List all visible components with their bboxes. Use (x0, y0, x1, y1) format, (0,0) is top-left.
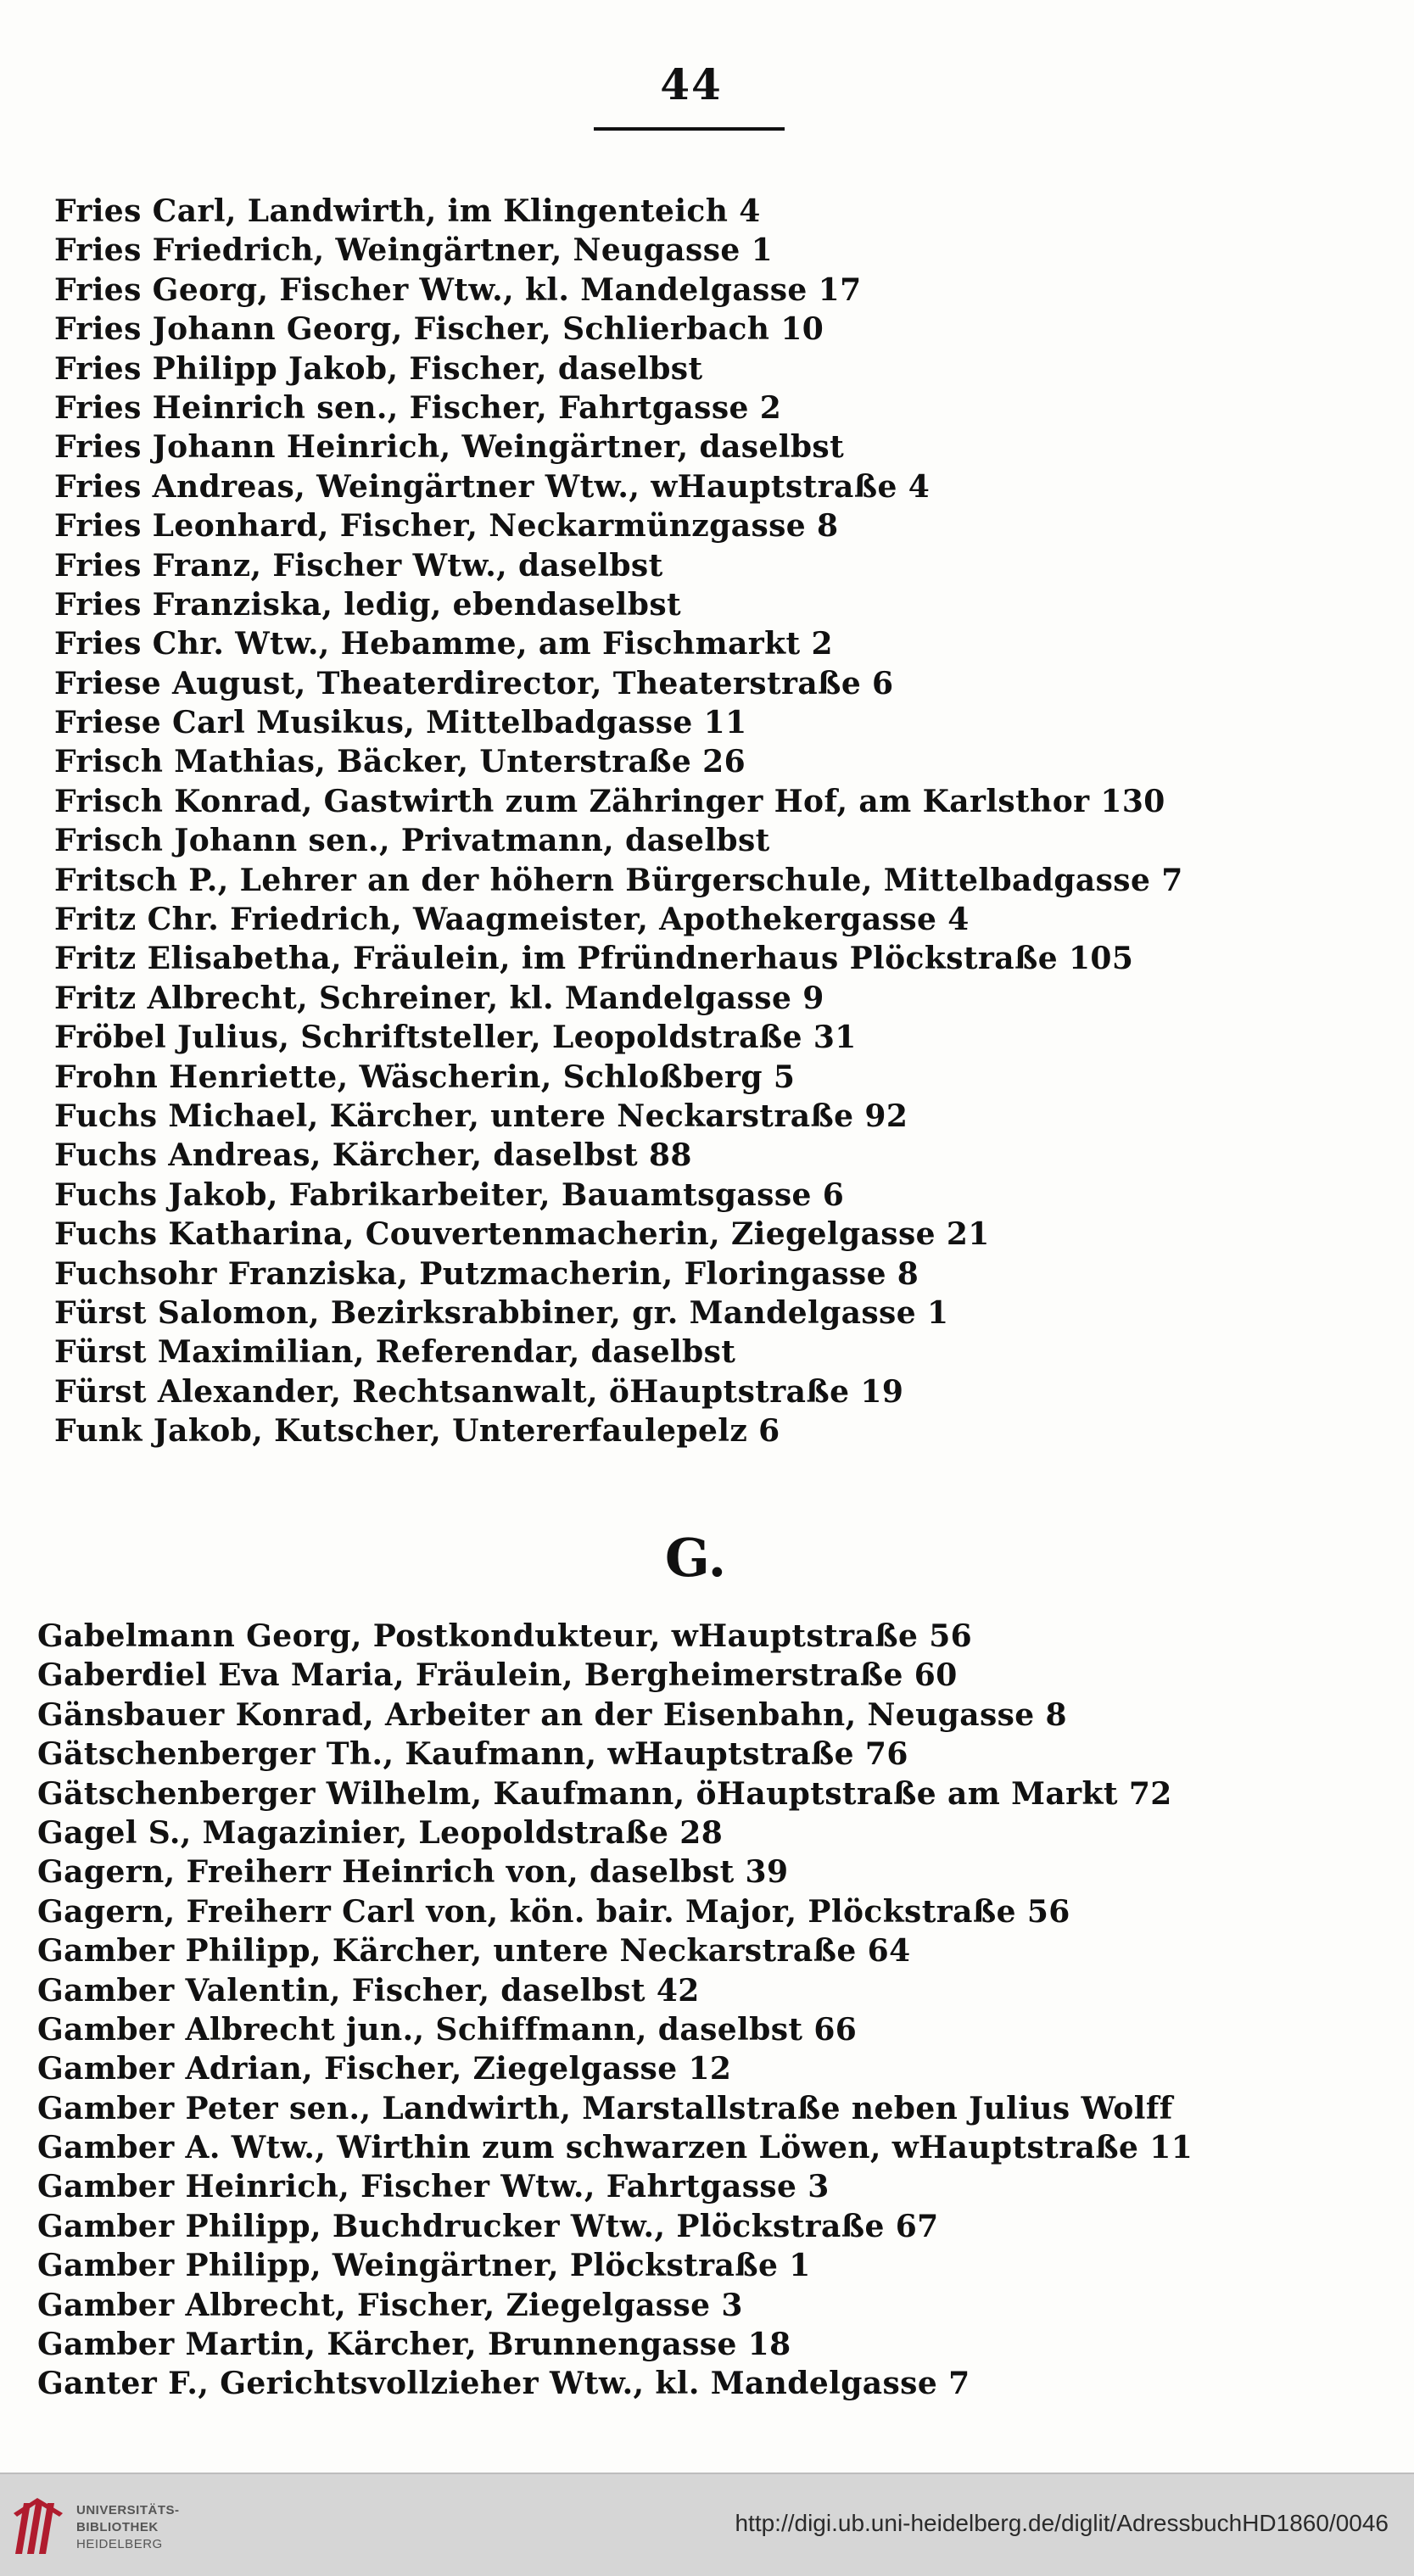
logo-text-line-3: HEIDELBERG (76, 2537, 163, 2551)
directory-entry: Fürst Salomon, Bezirksrabbiner, gr. Mandelgasse 1 (54, 1294, 949, 1331)
directory-entry: Friese August, Theaterdirector, Theaterstraße 6 (54, 665, 894, 701)
directory-entry: Gamber Martin, Kärcher, Brunnengasse 18 (37, 2327, 791, 2363)
logo-text-line-1: UNIVERSITÄTS- (76, 2503, 180, 2517)
directory-entry: Gaberdiel Eva Maria, Fräulein, Bergheimerstraße 60 (37, 1657, 958, 1694)
directory-entry: Gamber Philipp, Kärcher, untere Neckarstraße 64 (37, 1933, 911, 1970)
directory-entry: Fröbel Julius, Schriftsteller, Leopoldstraße 31 (54, 1020, 857, 1056)
permalink-url[interactable]: http://digi.ub.uni-heidelberg.de/diglit/AdressbuchHD1860/0046 (735, 2510, 1389, 2536)
directory-entry: Fries Franziska, ledig, ebendaselbst (54, 586, 682, 623)
page-number: 44 (660, 59, 723, 109)
directory-entry: Gätschenberger Th., Kaufmann, wHauptstraße 76 (37, 1736, 908, 1773)
directory-entry: Funk Jakob, Kutscher, Untererfaulepelz 6 (54, 1413, 780, 1450)
directory-entry: Fries Andreas, Weingärtner Wtw., wHauptstraße 4 (54, 468, 931, 505)
directory-entry: Fries Johann Georg, Fischer, Schlierbach 10 (54, 311, 824, 348)
directory-entry: Fuchsohr Franziska, Putzmacherin, Floringasse 8 (54, 1255, 919, 1292)
directory-entry: Fuchs Katharina, Couvertenmacherin, Ziegelgasse 21 (54, 1216, 990, 1253)
directory-entry: Gamber Albrecht, Fischer, Ziegelgasse 3 (37, 2287, 743, 2323)
directory-entry: Fritz Chr. Friedrich, Waagmeister, Apothekergasse 4 (54, 902, 970, 938)
page-number-rule (594, 127, 785, 131)
directory-entry: Gagel S., Magazinier, Leopoldstraße 28 (37, 1814, 724, 1851)
directory-entry: Gamber Peter sen., Landwirth, Marstallstraße neben Julius Wolff (37, 2090, 1173, 2126)
directory-entry: Gagern, Freiherr Carl von, kön. bair. Major, Plöckstraße 56 (37, 1893, 1070, 1930)
directory-entry: Fries Chr. Wtw., Hebamme, am Fischmarkt 2 (54, 626, 833, 662)
footer-bar (0, 2473, 1414, 2576)
directory-entry: Fuchs Michael, Kärcher, untere Neckarstraße 92 (54, 1098, 908, 1134)
university-library-logo-icon (12, 2496, 66, 2556)
directory-entry: Gagern, Freiherr Heinrich von, daselbst 39 (37, 1854, 789, 1891)
directory-entry: Fürst Alexander, Rechtsanwalt, öHauptstraße 19 (54, 1373, 904, 1410)
directory-entry: Frisch Johann sen., Privatmann, daselbst (54, 823, 770, 859)
directory-entry: Fries Johann Heinrich, Weingärtner, daselbst (54, 429, 845, 466)
directory-entry: Gamber Philipp, Buchdrucker Wtw., Plöckstraße 67 (37, 2208, 939, 2244)
entries-list-g (37, 1617, 1344, 2404)
directory-entry: Gamber Albrecht jun., Schiffmann, daselbst 66 (37, 2011, 858, 2048)
directory-entry: Fries Friedrich, Weingärtner, Neugasse 1 (54, 232, 774, 269)
directory-entry: Gamber Adrian, Fischer, Ziegelgasse 12 (37, 2051, 732, 2087)
directory-entry: Gamber A. Wtw., Wirthin zum schwarzen Löwen, wHauptstraße 11 (37, 2130, 1193, 2166)
directory-entry: Fritz Albrecht, Schreiner, kl. Mandelgasse 9 (54, 980, 824, 1016)
directory-entry: Fuchs Jakob, Fabrikarbeiter, Bauamtsgasse 6 (54, 1176, 845, 1213)
directory-entry: Frohn Henriette, Wäscherin, Schloßberg 5 (54, 1059, 796, 1095)
directory-entry: Fries Georg, Fischer Wtw., kl. Mandelgasse 17 (54, 271, 862, 308)
directory-entry: Fries Philipp Jakob, Fischer, daselbst (54, 350, 703, 387)
directory-entry: Friese Carl Musikus, Mittelbadgasse 11 (54, 705, 747, 741)
directory-entry: Gänsbauer Konrad, Arbeiter an der Eisenbahn, Neugasse 8 (37, 1696, 1067, 1733)
directory-entry: Fries Heinrich sen., Fischer, Fahrtgasse 2 (54, 389, 782, 426)
directory-entry: Gamber Valentin, Fischer, daselbst 42 (37, 1972, 700, 2009)
directory-entry: Ganter F., Gerichtsvollzieher Wtw., kl. Mandelgasse 7 (37, 2366, 970, 2402)
entries-list-f (54, 192, 1361, 1451)
directory-entry: Fritz Elisabetha, Fräulein, im Pfründnerhaus Plöckstraße 105 (54, 941, 1134, 977)
directory-entry: Fuchs Andreas, Kärcher, daselbst 88 (54, 1137, 692, 1174)
directory-entry: Frisch Mathias, Bäcker, Unterstraße 26 (54, 744, 746, 780)
directory-entry: Gamber Heinrich, Fischer Wtw., Fahrtgasse 3 (37, 2169, 830, 2205)
section-heading-g: G. (664, 1527, 727, 1589)
directory-entry: Gamber Philipp, Weingärtner, Plöckstraße 1 (37, 2248, 811, 2284)
directory-entry: Fries Franz, Fischer Wtw., daselbst (54, 547, 663, 584)
directory-entry: Fries Carl, Landwirth, im Klingenteich 4 (54, 193, 761, 229)
directory-entry: Fürst Maximilian, Referendar, daselbst (54, 1334, 736, 1371)
directory-entry: Frisch Konrad, Gastwirth zum Zähringer Hof, am Karlsthor 130 (54, 783, 1165, 819)
directory-entry: Fries Leonhard, Fischer, Neckarmünzgasse 8 (54, 508, 839, 545)
directory-entry: Fritsch P., Lehrer an der höhern Bürgerschule, Mittelbadgasse 7 (54, 862, 1183, 898)
directory-entry: Gätschenberger Wilhelm, Kaufmann, öHauptstraße am Markt 72 (37, 1775, 1172, 1812)
directory-entry: Gabelmann Georg, Postkondukteur, wHauptstraße 56 (37, 1618, 973, 1654)
logo-text-line-2: BIBLIOTHEK (76, 2520, 159, 2534)
